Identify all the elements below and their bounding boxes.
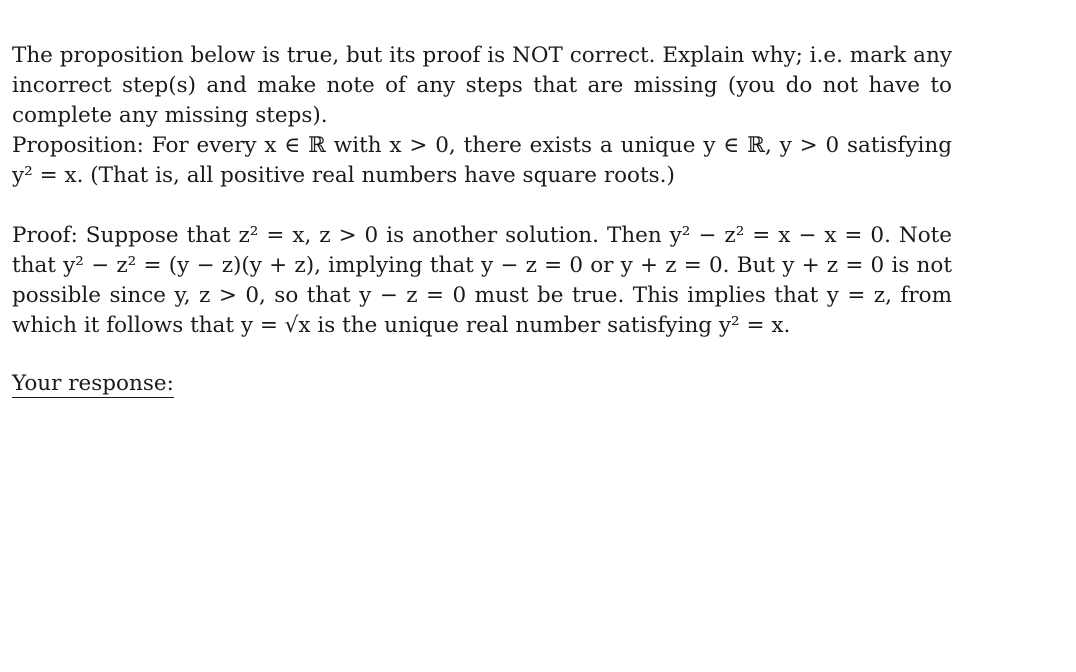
response-label: Your response: <box>12 371 174 396</box>
response-section <box>12 371 952 398</box>
instructions-text: The proposition below is true, but its proof is NOT correct. Explain why; i.e. mark any incorrect step(s) and make note of any steps that are missing (you do not have to complete any missing steps). <box>12 43 952 128</box>
proposition-text: Proposition: For every x ∈ ℝ with x > 0, there exists a unique y ∈ ℝ, y > 0 satisfying y² = x. (That is, all positive real numbers have square roots.) <box>12 133 952 188</box>
proof-text: Proof: Suppose that z² = x, z > 0 is another solution. Then y² − z² = x − x = 0. Note that y² − z² = (y − z)(y + z), implying that y − z = 0 or y + z = 0. But y + z = 0 is not possible since y, z > 0, so that y − z = 0 must be true. This implies that y = z, from which it follows that y = √x is the unique real number satisfying y² = x. <box>12 223 952 338</box>
spacer <box>12 191 952 221</box>
problem-container <box>12 41 952 398</box>
